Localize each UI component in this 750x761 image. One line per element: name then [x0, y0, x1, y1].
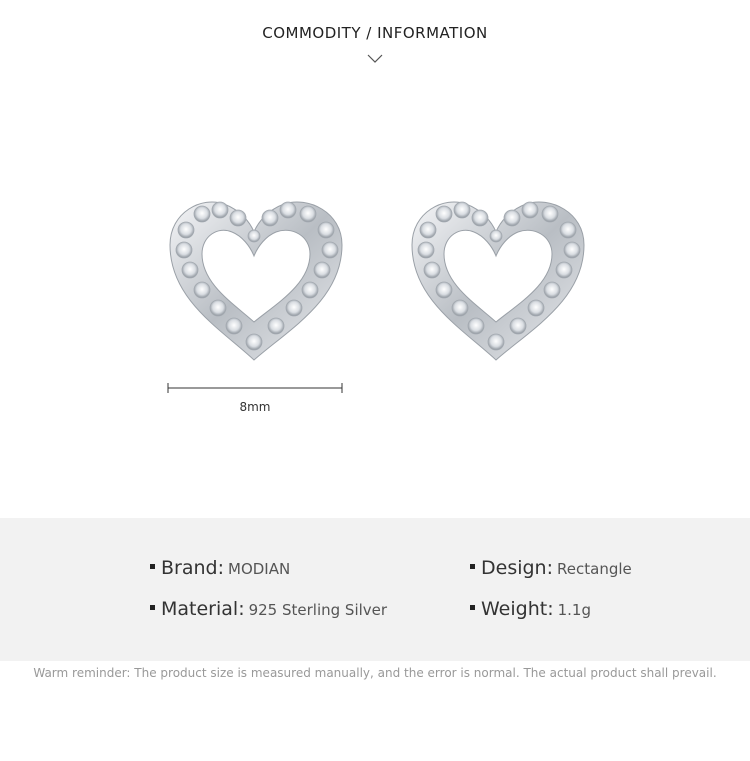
- spec-label: Design:: [481, 557, 554, 579]
- product-image: [160, 190, 600, 410]
- heart-earring-right: [404, 190, 594, 390]
- size-measure-line: [167, 382, 343, 394]
- spec-weight: [470, 598, 591, 620]
- spec-value: 1.1g: [557, 601, 591, 619]
- bullet-icon: [150, 605, 155, 610]
- spec-value: MODIAN: [228, 560, 291, 578]
- bullet-icon: [150, 564, 155, 569]
- spec-label: Brand:: [161, 557, 224, 579]
- spec-design: [470, 557, 632, 579]
- size-label: 8mm: [239, 400, 271, 414]
- spec-value: 925 Sterling Silver: [248, 601, 388, 619]
- spec-material: [150, 598, 387, 620]
- spec-panel: [0, 518, 750, 661]
- bullet-icon: [470, 605, 475, 610]
- heart-earring-left: [162, 190, 352, 390]
- spec-label: Material:: [161, 598, 245, 620]
- spec-label: Weight:: [481, 598, 554, 620]
- spec-brand: [150, 557, 290, 579]
- warm-reminder: Warm reminder: The product size is measured manually, and the error is normal. The actual product shall prevail.: [33, 666, 717, 680]
- chevron-down-icon: [367, 54, 383, 64]
- bullet-icon: [470, 564, 475, 569]
- section-title: COMMODITY / INFORMATION: [262, 24, 488, 42]
- spec-value: Rectangle: [557, 560, 632, 578]
